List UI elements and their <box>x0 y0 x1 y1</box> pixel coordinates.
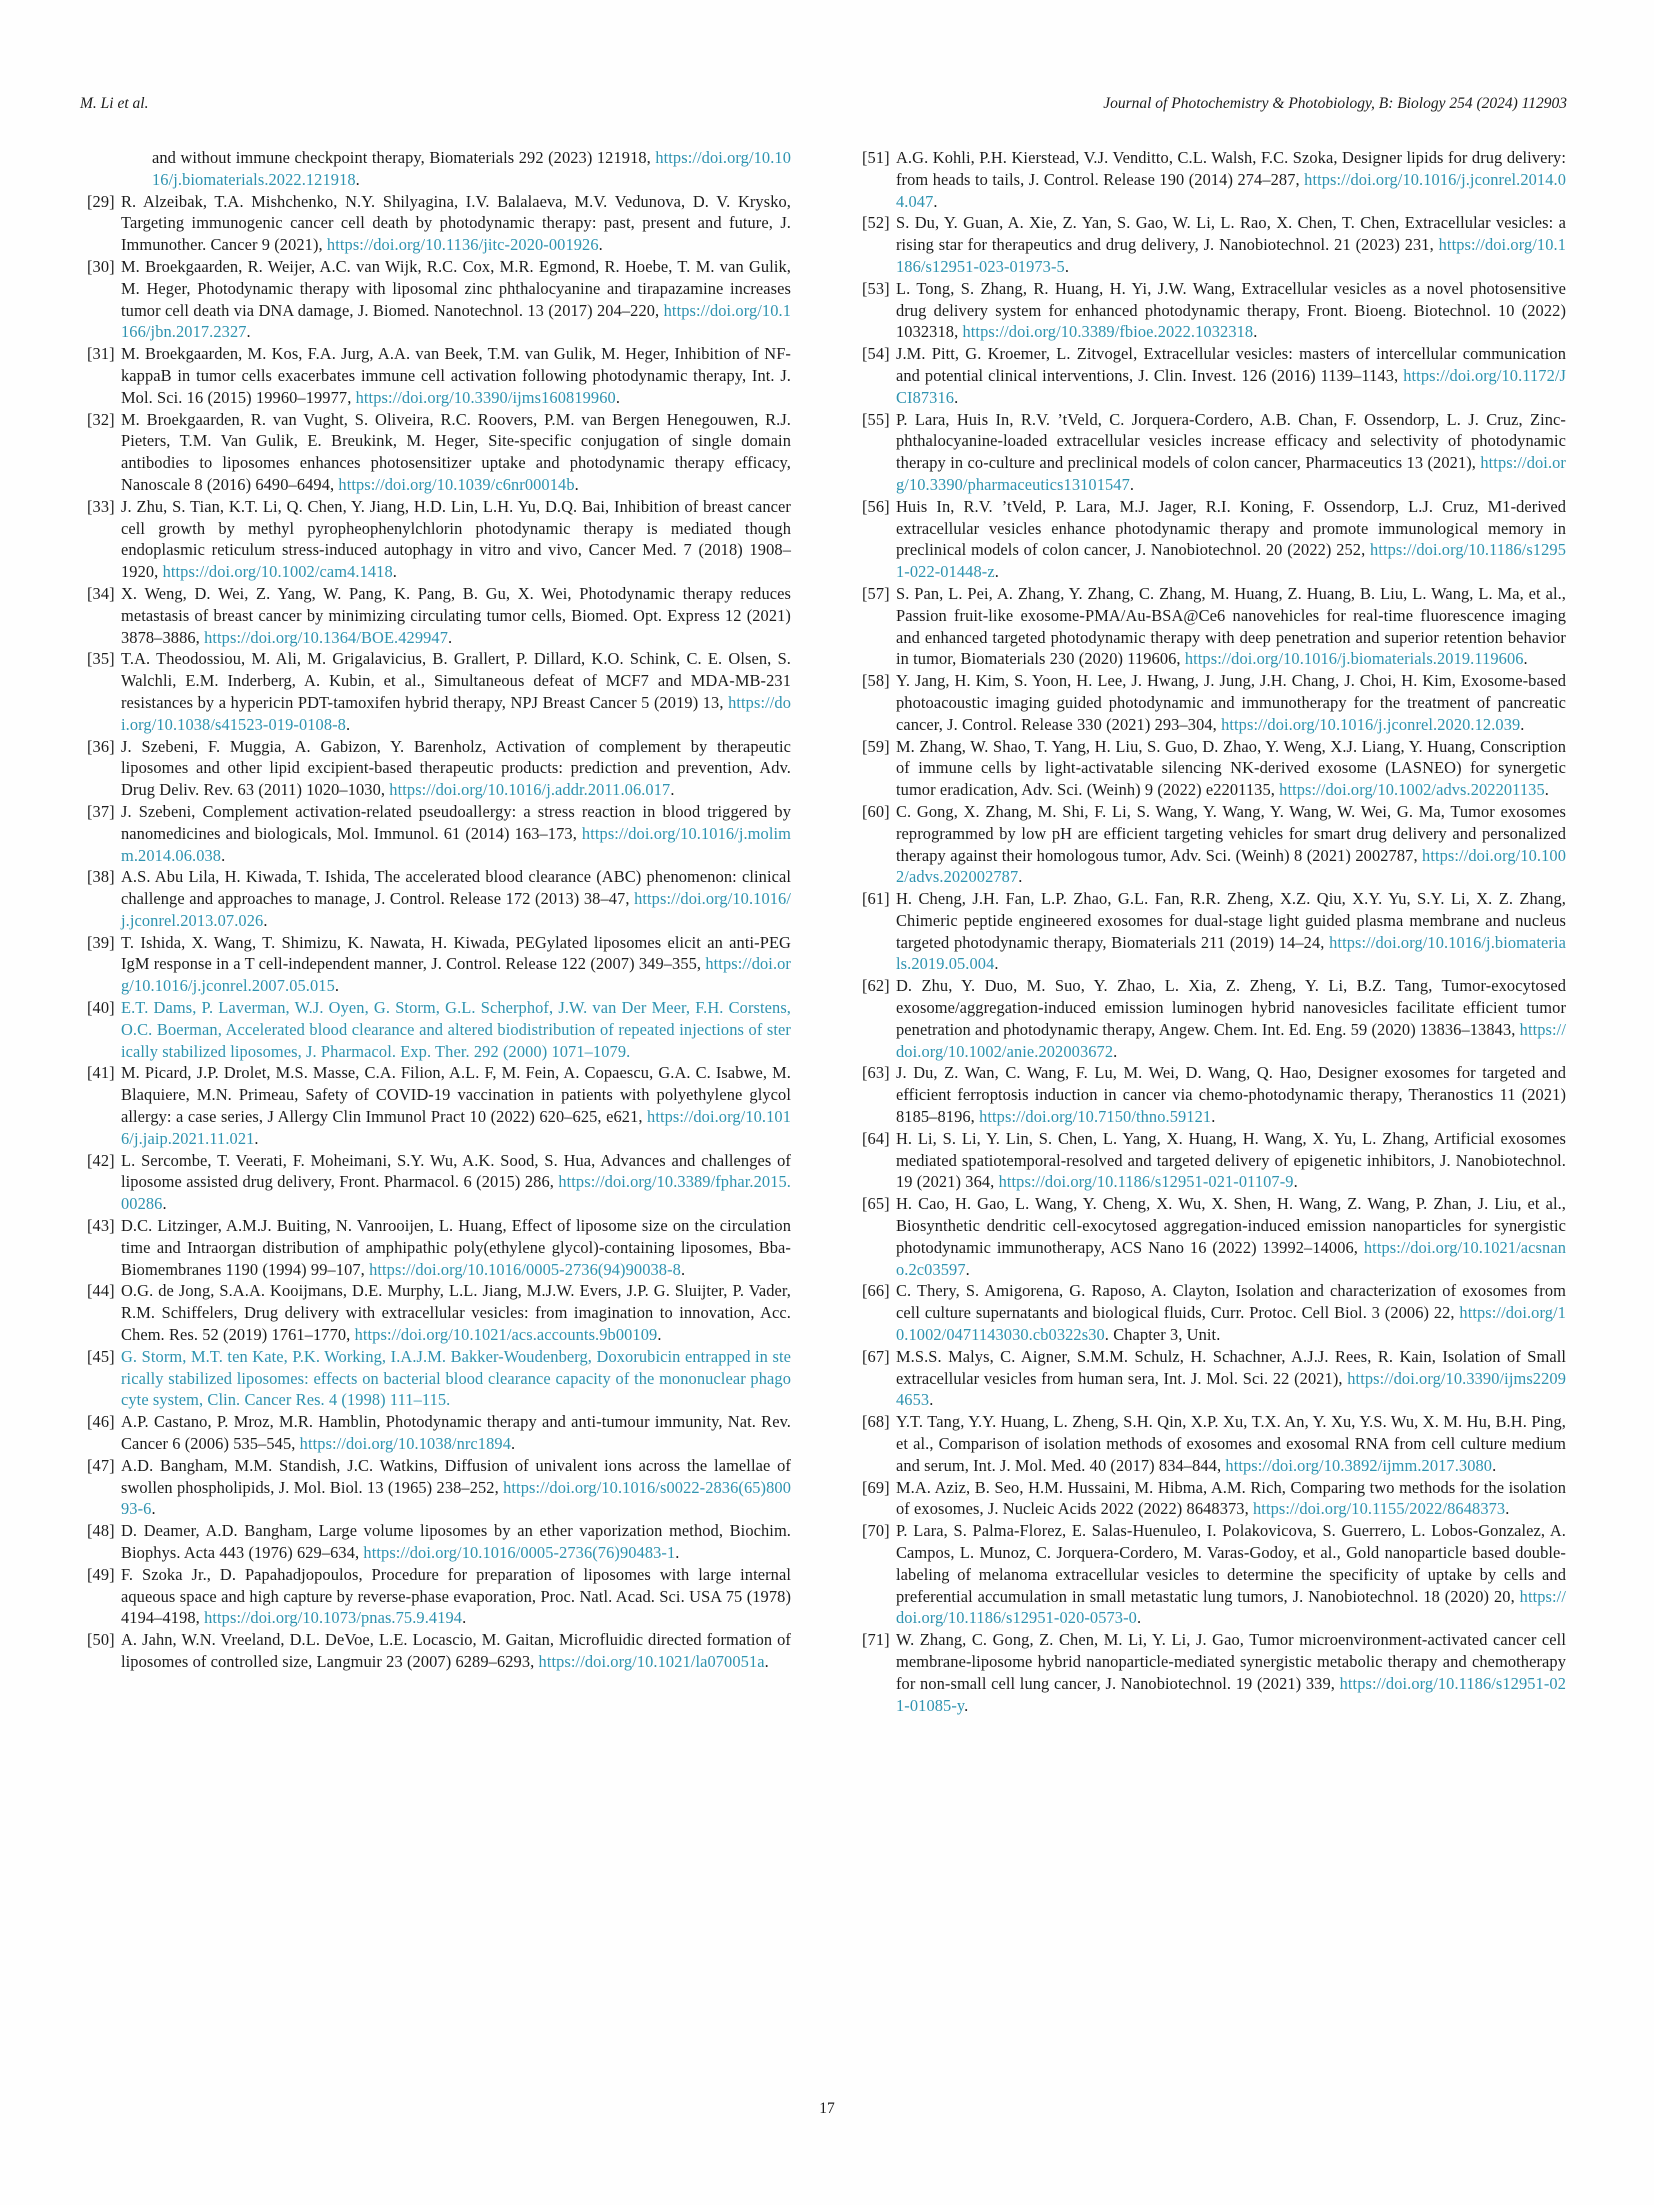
ref-body <box>121 1455 791 1520</box>
doi-link[interactable]: https://doi.org/10.1016/j.jaip.2021.11.021 <box>121 1107 791 1148</box>
ref-body <box>896 1128 1566 1193</box>
doi-link[interactable]: https://doi.org/10.1016/j.molimm.2014.06.038 <box>121 823 791 865</box>
ref-text: L. Tong, S. Zhang, R. Huang, H. Yi, J.W. Wang, Extracellular vesicles as a novel photosensitive drug delivery system for enhanced photodynamic therapy, Front. Bioeng. Biotechnol. 10 (2022) 1032318, <box>896 278 1566 342</box>
ref-text: J.M. Pitt, G. Kroemer, L. Zitvogel, Extracellular vesicles: masters of intercellular communication and potential clinical interventions, J. Clin. Invest. 126 (2016) 1139–1143, <box>896 344 1566 385</box>
ref-text: A.S. Abu Lila, H. Kiwada, T. Ishida, The accelerated blood clearance (ABC) phenomenon: clinical challenge and approaches to manage, J. Control. Release 172 (2013) 38–47, <box>121 867 791 909</box>
ref-number: [57] <box>862 583 890 603</box>
ref-text: . <box>511 1434 516 1454</box>
ref-text: M.A. Aziz, B. Seo, H.M. Hussaini, M. Hibma, A.M. Rich, Comparing two methods for the isolation of exosomes, J. Nucleic Acids 2022 (2022) 8648373, <box>896 1477 1566 1519</box>
running-journal: Journal of Photochemistry & Photobiology, B: Biology 254 (2024) 112903 <box>1103 95 1567 112</box>
doi-link[interactable]: https://doi.org/10.1021/acs.accounts.9b00109 <box>354 1325 658 1345</box>
doi-link[interactable]: https://doi.org/10.1186/s12951-022-01448-z <box>896 540 1566 582</box>
ref-number: [58] <box>862 671 890 691</box>
reference-item <box>87 736 791 801</box>
reference-item <box>862 888 1566 975</box>
ref-body <box>896 670 1566 735</box>
reference-item <box>862 1280 1566 1345</box>
ref-text: R. Alzeibak, T.A. Mishchenko, N.Y. Shilyagina, I.V. Balalaeva, M.V. Vedunova, D. V. Krysko, Targeting immunogenic cancer cell death by photodynamic therapy: past, present and future, J. Immunother. Cancer 9 (2021), <box>121 191 791 255</box>
ref-number: [69] <box>862 1477 890 1497</box>
ref-number: [35] <box>87 649 115 669</box>
doi-link[interactable]: https://doi.org/10.3390/ijms22094653 <box>896 1368 1566 1410</box>
ref-text: J. Zhu, S. Tian, K.T. Li, Q. Chen, Y. Jiang, H.D. Lin, L.H. Yu, D.Q. Bai, Inhibition of breast cancer cell growth by methyl pyropheophenylchlorin photodynamic therapy is mediated though endoplasmic reticulum stress-induced autophagy in vitro and vivo, Cancer Med. 7 (2018) 1908–1920, <box>121 496 791 582</box>
ref-text: . <box>254 1128 259 1148</box>
ref-number: [64] <box>862 1128 890 1148</box>
ref-text: . <box>670 780 675 800</box>
ref-body <box>121 1215 791 1280</box>
ref-number: [65] <box>862 1194 890 1214</box>
ref-body <box>896 801 1566 888</box>
ref-text: . <box>355 169 360 189</box>
ref-text: S. Du, Y. Guan, A. Xie, Z. Yan, S. Gao, W. Li, L. Rao, X. Chen, T. Chen, Extracellular vesicles: a rising star for therapeutics and drug delivery, J. Nanobiotechnol. 21 (2023) 231, <box>896 213 1566 255</box>
doi-link[interactable]: https://doi.org/10.1155/2022/8648373 <box>1253 1499 1506 1519</box>
reference-item <box>862 278 1566 343</box>
ref-text: . <box>1018 867 1023 887</box>
doi-link[interactable]: https://doi.org/10.1186/s12951-020-0573-0 <box>896 1586 1566 1628</box>
ref-text: M. Zhang, W. Shao, T. Yang, H. Liu, S. Guo, D. Zhao, Y. Weng, X.J. Liang, Y. Huang, Conscription of immune cells by light-activatable silencing NK-derived exosome (LASNEO) for synergetic tumor eradication, Adv. Sci. (Weinh) 9 (2022) e2201135, <box>896 736 1566 800</box>
ref-number: [38] <box>87 867 115 887</box>
ref-number: [70] <box>862 1521 890 1541</box>
ref-body <box>896 583 1566 670</box>
doi-link[interactable]: https://doi.org/10.3390/ijms160819960 <box>355 387 616 407</box>
running-head <box>80 95 1567 113</box>
ref-body <box>896 1280 1566 1345</box>
ref-text: . <box>345 714 351 734</box>
doi-link[interactable]: https://doi.org/10.3389/fphar.2015.00286 <box>121 1172 791 1214</box>
doi-link[interactable]: https://doi.org/10.3390/pharmaceutics13101547 <box>896 453 1566 494</box>
ref-number: [41] <box>87 1063 115 1083</box>
doi-link[interactable]: https://doi.org/10.1016/j.jconrel.2014.04.047 <box>896 169 1566 211</box>
ref-text: O.G. de Jong, S.A.A. Kooijmans, D.E. Murphy, L.L. Jiang, M.J.W. Evers, J.P. G. Sluijter, P. Vader, R.M. Schiffelers, Drug delivery with extracellular vesicles: from imagination to innovation, Acc. Chem. Res. 52 (2019) 1761–1770, <box>121 1281 791 1345</box>
ref-text: . <box>246 322 251 342</box>
ref-text: . <box>964 1695 969 1715</box>
ref-text: J. Du, Z. Wan, C. Wang, F. Lu, M. Wei, D. Wang, Q. Hao, Designer exosomes for targeted and efficient ferroptosis induction in cancer via chemo-photodynamic therapy, Theranostics 11 (2021) 8185–8196, <box>896 1063 1566 1127</box>
ref-text: Huis In, R.V. ’tVeld, P. Lara, M.J. Jager, R.I. Koning, F. Ossendorp, L.J. Cruz, M1-derived extracellular vesicles enhance photodynamic therapy and promote immunological memory in preclinical models of colon cancer, J. Nanobiotechnol. 20 (2022) 252, <box>896 496 1566 560</box>
ref-body <box>896 1411 1566 1476</box>
ref-text: . <box>263 910 268 930</box>
reference-item <box>87 583 791 648</box>
ref-number: [30] <box>87 256 115 276</box>
ref-text: . Chapter 3, Unit. <box>1104 1325 1221 1345</box>
reference-item <box>862 1477 1566 1521</box>
ref-text: P. Lara, S. Palma-Florez, E. Salas-Huenuleo, I. Polakovicova, S. Guerrero, L. Lobos-Gonzalez, A. Campos, L. Munoz, C. Jorquera-Cordero, M. Varas-Godoy, et al., Gold nanoparticle based double-labeling of melanoma extracellular vesicles to determine the specificity of uptake by cells and preferential accumulation in small metastatic lung tumors, J. Nanobiotechnol. 18 (2020) 20, <box>896 1521 1566 1606</box>
ref-text: . <box>598 235 603 255</box>
doi-link[interactable]: https://doi.org/10.1039/c6nr00014b <box>338 474 575 494</box>
ref-text: M. Broekgaarden, M. Kos, F.A. Jurg, A.A. van Beek, T.M. van Gulik, M. Heger, Inhibition of NF-kappaB in tumor cells exacerbates immune cell activation following photodynamic therapy, Int. J. Mol. Sci. 16 (2015) 19960–19977, <box>121 344 791 407</box>
doi-link[interactable]: https://doi.org/10.1021/acsnano.2c03597 <box>896 1237 1566 1279</box>
reference-item <box>862 736 1566 801</box>
ref-text: . <box>1523 649 1528 669</box>
ref-text: . <box>574 474 579 494</box>
ref-body <box>896 278 1566 343</box>
reference-item <box>862 1193 1566 1280</box>
ref-number: [43] <box>87 1216 115 1236</box>
ref-body <box>121 191 791 256</box>
doi-link[interactable]: https://doi.org/10.1186/s12951-021-01107-9 <box>998 1172 1294 1192</box>
reference-item <box>87 1150 791 1215</box>
ref-text: A.P. Castano, P. Mroz, M.R. Hamblin, Photodynamic therapy and anti-tumour immunity, Nat. Rev. Cancer 6 (2006) 535–545, <box>121 1412 791 1454</box>
doi-link[interactable]: https://doi.org/10.1016/j.jconrel.2007.05.015 <box>121 954 791 996</box>
ref-text: . <box>1136 1608 1142 1628</box>
page-footer <box>0 2100 1654 2118</box>
ref-number: [45] <box>87 1346 115 1366</box>
doi-link[interactable]: https://doi.org/10.1016/j.biomaterials.2019.05.004 <box>896 932 1566 974</box>
ref-text: . <box>675 1543 680 1562</box>
reference-item <box>87 409 791 496</box>
ref-body <box>121 1520 791 1564</box>
ref-body <box>896 496 1566 583</box>
doi-link[interactable]: https://doi.org/10.1364/BOE.429947 <box>204 627 449 647</box>
ref-number: [62] <box>862 976 890 996</box>
ref-number: [36] <box>87 736 115 756</box>
reference-item <box>862 1128 1566 1193</box>
ref-body <box>121 256 791 343</box>
ref-body <box>896 212 1566 277</box>
ref-number: [52] <box>862 213 890 233</box>
ref-text: M. Broekgaarden, R. van Vught, S. Oliveira, R.C. Roovers, P.M. van Bergen Henegouwen, R.J. Pieters, T.M. Van Gulik, E. Breukink, M. Heger, Site-specific conjugation of single domain antibodies to liposomes enhances photosensitizer uptake and photodynamic therapy efficacy, Nanoscale 8 (2016) 6490–6494, <box>121 409 791 494</box>
ref-number: [29] <box>87 191 115 211</box>
reference-item <box>87 1411 791 1455</box>
ref-text: . <box>334 976 340 996</box>
doi-link[interactable]: https://doi.org/10.1021/la070051a <box>538 1651 765 1671</box>
reference-item <box>862 801 1566 888</box>
ref-text: . <box>1129 474 1135 494</box>
ref-text: . <box>448 627 453 647</box>
ref-text: . <box>1293 1172 1298 1192</box>
ref-number: [40] <box>87 998 115 1018</box>
doi-link[interactable]: https://doi.org/10.1016/j.biomaterials.2022.121918 <box>152 148 791 189</box>
ref-number: [59] <box>862 736 890 756</box>
ref-body <box>896 1346 1566 1411</box>
ref-text: . <box>1253 322 1258 342</box>
ref-body <box>121 1150 791 1215</box>
ref-number: [48] <box>87 1521 115 1541</box>
reference-item <box>87 648 791 735</box>
ref-body <box>121 583 791 648</box>
ref-text: C. Thery, S. Amigorena, G. Raposo, A. Clayton, Isolation and characterization of exosomes from cell culture supernatants and biological fluids, Curr. Protoc. Cell Biol. 3 (2006) 22, <box>896 1281 1566 1323</box>
ref-text: . <box>1113 1041 1118 1061</box>
ref-number: [67] <box>862 1346 890 1366</box>
ref-text: C. Gong, X. Zhang, M. Shi, F. Li, S. Wang, Y. Wang, Y. Wang, W. Wei, G. Ma, Tumor exosomes reprogrammed by low pH are efficient targeting vehicles for smart drug delivery and personalized therapy against their homologous tumor, Adv. Sci. (Weinh) 8 (2021) 2002787, <box>896 801 1566 865</box>
ref-body <box>121 1346 791 1411</box>
ref-text: L. Sercombe, T. Veerati, F. Moheimani, S.Y. Wu, A.K. Sood, S. Hua, Advances and challenges of liposome assisted drug delivery, Front. Pharmacol. 6 (2015) 286, <box>121 1150 791 1192</box>
ref-body <box>896 1477 1566 1521</box>
ref-text: . <box>162 1194 167 1214</box>
ref-number: [66] <box>862 1281 890 1301</box>
ref-body <box>896 888 1566 975</box>
reference-item <box>87 1215 791 1280</box>
ref-body <box>896 975 1566 1062</box>
reference-item <box>87 1062 791 1149</box>
reference-item <box>87 1564 791 1629</box>
ref-body <box>121 409 791 496</box>
ref-text: . <box>392 562 397 582</box>
doi-link[interactable]: https://doi.org/10.3389/fbioe.2022.1032318 <box>962 322 1254 342</box>
ref-number: [33] <box>87 496 115 516</box>
ref-text: . <box>1211 1107 1216 1127</box>
ref-text: Y. Jang, H. Kim, S. Yoon, H. Lee, J. Hwang, J. Jung, J.H. Chang, J. Choi, H. Kim, Exosome-based photoacoustic imaging guided photodynamic and immunotherapy for the treatment of pancreatic cancer, J. Control. Release 330 (2021) 293–304, <box>896 671 1566 734</box>
doi-link[interactable]: https://doi.org/10.1002/cam4.1418 <box>162 562 393 582</box>
ref-number: [44] <box>87 1281 115 1301</box>
reference-item <box>87 1455 791 1520</box>
ref-body <box>121 1280 791 1345</box>
doi-link[interactable]: https://doi.org/10.1038/nrc1894 <box>299 1434 511 1454</box>
doi-link[interactable]: https://doi.org/10.1186/s12951-023-01973-5 <box>896 235 1566 276</box>
ref-number: [50] <box>87 1630 115 1650</box>
doi-link[interactable]: https://doi.org/10.1002/advs.202002787 <box>896 845 1566 887</box>
reference-item <box>87 801 791 866</box>
doi-link[interactable]: https://doi.org/10.1016/j.jconrel.2013.07.026 <box>121 889 791 930</box>
ref-text: . <box>1492 1455 1497 1475</box>
ref-body <box>896 409 1566 496</box>
ref-carryover <box>152 147 791 191</box>
doi-link[interactable]: https://doi.org/10.1186/s12951-021-01085-y <box>896 1673 1566 1715</box>
ref-number: [56] <box>862 496 890 516</box>
ref-text: Y.T. Tang, Y.Y. Huang, L. Zheng, S.H. Qin, X.P. Xu, T.X. An, Y. Xu, Y.S. Wu, X. M. Hu, B.H. Ping, et al., Comparison of isolation methods of exosomes and exosomal RNA from cell culture medium and serum, Int. J. Mol. Med. 40 (2017) 834–844, <box>896 1412 1566 1475</box>
ref-text: A.D. Bangham, M.M. Standish, J.C. Watkins, Diffusion of univalent ions across the lamellae of swollen phospholipids, J. Mol. Biol. 13 (1965) 238–252, <box>121 1455 791 1497</box>
ref-text: W. Zhang, C. Gong, Z. Chen, M. Li, Y. Li, J. Gao, Tumor microenvironment-activated cancer cell membrane-liposome hybrid nanoparticle-mediated synergistic metabolic therapy and chemotherapy for non-small cell lung cancer, J. Nanobiotechnol. 19 (2021) 339, <box>896 1630 1566 1693</box>
reference-item <box>862 409 1566 496</box>
ref-body <box>121 1062 791 1149</box>
doi-link[interactable]: https://doi.org/10.1073/pnas.75.9.4194 <box>204 1608 463 1628</box>
doi-link[interactable]: https://doi.org/10.1038/s41523-019-0108-8 <box>121 692 791 734</box>
ref-text: D. Deamer, A.D. Bangham, Large volume liposomes by an ether vaporization method, Biochim. Biophys. Acta 443 (1976) 629–634, <box>121 1521 791 1562</box>
doi-link[interactable]: https://doi.org/10.1016/s0022-2836(65)80093-6 <box>121 1477 791 1519</box>
reference-item <box>862 975 1566 1062</box>
ref-text: M. Broekgaarden, R. Weijer, A.C. van Wijk, R.C. Cox, M.R. Egmond, R. Hoebe, T. M. van Gulik, M. Heger, Photodynamic therapy with liposomal zinc phthalocyanine and tirapazamine increases tumor cell death via DNA damage, J. Biomed. Nanotechnol. 13 (2017) 204–220, <box>121 256 791 320</box>
ref-body <box>121 866 791 931</box>
ref-body <box>121 997 791 1062</box>
reference-item <box>862 147 1566 212</box>
ref-number: [54] <box>862 344 890 364</box>
reference-item <box>862 1346 1566 1411</box>
ref-text: . <box>929 1390 934 1410</box>
ref-text: S. Pan, L. Pei, A. Zhang, Y. Zhang, C. Zhang, M. Huang, Z. Huang, B. Liu, L. Wang, L. Ma, et al., Passion fruit-like exosome-PMA/Au-BSA@Ce6 nanovehicles for real-time fluorescence imaging and enhanced targeted photodynamic therapy with deep penetration and superior retention behavior in tumor, Biomaterials 230 (2020) 119606, <box>896 583 1566 669</box>
ref-body <box>896 1520 1566 1629</box>
ref-text: D. Zhu, Y. Duo, M. Suo, Y. Zhao, L. Xia, Z. Zheng, Y. Li, B.Z. Tang, Tumor-exocytosed exosome/aggregation-induced emission luminogen hybrid nanovesicles facilitate efficient tumor penetration and photodynamic therapy, Angew. Chem. Int. Ed. Eng. 59 (2020) 13836–13843, <box>896 976 1566 1039</box>
reference-item <box>862 496 1566 583</box>
ref-number: [34] <box>87 583 115 603</box>
ref-body <box>121 932 791 997</box>
ref-number: [68] <box>862 1412 890 1432</box>
doi-link[interactable]: G. Storm, M.T. ten Kate, P.K. Working, I.A.J.M. Bakker-Woudenberg, Doxorubicin entrapped in sterically stabilized liposomes: effects on bacterial blood clearance capacity of the mononuclear phagocyte system, Clin. Cancer Res. 4 (1998) 111–115. <box>121 1346 791 1410</box>
ref-text: A. Jahn, W.N. Vreeland, D.L. DeVoe, L.E. Locascio, M. Gaitan, Microfluidic directed formation of liposomes of controlled size, Langmuir 23 (2007) 6289–6293, <box>121 1630 791 1671</box>
doi-link[interactable]: https://doi.org/10.1002/0471143030.cb0322s30 <box>896 1303 1566 1345</box>
reference-item <box>862 212 1566 277</box>
ref-text: . <box>615 387 621 407</box>
ref-body <box>121 343 791 408</box>
ref-text: J. Szebeni, F. Muggia, A. Gabizon, Y. Barenholz, Activation of complement by therapeutic liposomes and other lipid excipient-based therapeutic products: prediction and prevention, Adv. Drug Deliv. Rev. 63 (2011) 1020–1030, <box>121 736 791 800</box>
doi-link[interactable]: https://doi.org/10.1002/anie.202003672 <box>896 1019 1566 1061</box>
ref-text: F. Szoka Jr., D. Papahadjopoulos, Procedure for preparation of liposomes with large internal aqueous space and high capture by reverse-phase evaporation, Proc. Natl. Acad. Sci. USA 75 (1978) 4194–4198, <box>121 1564 791 1628</box>
ref-text: . <box>965 1259 970 1279</box>
ref-text: H. Cao, H. Gao, L. Wang, Y. Cheng, X. Wu, X. Shen, H. Wang, Z. Wang, P. Zhan, J. Liu, et al., Biosynthetic dendritic cell-exocytosed aggregation-induced emission nanoparticles for synergistic photodynamic immunotherapy, ACS Nano 16 (2022) 13992–14006, <box>896 1194 1566 1257</box>
ref-number: [55] <box>862 409 890 429</box>
doi-link[interactable]: https://doi.org/10.1016/j.addr.2011.06.017 <box>389 780 671 800</box>
reference-item <box>87 343 791 408</box>
ref-body <box>896 1629 1566 1716</box>
doi-link[interactable]: https://doi.org/10.1016/0005-2736(94)90038-8 <box>369 1259 681 1279</box>
ref-text: . <box>933 191 938 211</box>
ref-text: H. Cheng, J.H. Fan, L.P. Zhao, G.L. Fan, R.R. Zheng, X.Z. Qiu, X.Y. Yu, S.Y. Li, X. Z. Zhang, Chimeric peptide engineered exosomes for dual-stage light guided plasma membrane and nucleus targeted photodynamic therapy, Biomaterials 211 (2019) 14–24, <box>896 889 1566 952</box>
reference-item <box>87 496 791 583</box>
ref-number: [51] <box>862 148 890 167</box>
ref-number: [49] <box>87 1564 115 1584</box>
ref-text: . <box>994 954 999 974</box>
reference-item <box>862 583 1566 670</box>
ref-number: [31] <box>87 344 115 364</box>
ref-text: M. Picard, J.P. Drolet, M.S. Masse, C.A. Filion, A.L. F, M. Fein, A. Copaescu, G.A. C. Isabwe, M. Blaquiere, M.N. Primeau, Safety of COVID-19 vaccination in patients with polyethylene glycol allergy: a case series, J Allergy Clin Immunol Pract 10 (2022) 620–625, e621, <box>121 1063 791 1127</box>
reference-item <box>862 1411 1566 1476</box>
reference-item <box>87 256 791 343</box>
ref-number: [60] <box>862 801 890 821</box>
ref-number: [47] <box>87 1455 115 1475</box>
doi-link[interactable]: https://doi.org/10.1016/j.jconrel.2020.12.039 <box>1221 714 1521 734</box>
ref-body <box>121 496 791 583</box>
ref-body <box>121 736 791 801</box>
ref-number: [46] <box>87 1412 115 1432</box>
ref-text: H. Li, S. Li, Y. Lin, S. Chen, L. Yang, X. Huang, H. Wang, X. Yu, L. Zhang, Artificial exosomes mediated spatiotemporal-resolved and targeted delivery of epigenetic inhibitors, J. Nanobiotechnol. 19 (2021) 364, <box>896 1128 1566 1192</box>
ref-text: . <box>151 1499 156 1519</box>
ref-text: X. Weng, D. Wei, Z. Yang, W. Pang, K. Pang, B. Gu, X. Wei, Photodynamic therapy reduces metastasis of breast cancer by minimizing circulating tumor cells, Biomed. Opt. Express 12 (2021) 3878–3886, <box>121 583 791 647</box>
ref-body <box>896 147 1566 212</box>
reference-item <box>87 1346 791 1411</box>
ref-number: [53] <box>862 278 890 298</box>
ref-number: [32] <box>87 409 115 429</box>
ref-text: T.A. Theodossiou, M. Ali, M. Grigalavicius, B. Grallert, P. Dillard, K.O. Schink, C. E. Olsen, S. Walchli, E.M. Inderberg, A. Kubin, et al., Simultaneous defeat of MCF7 and MDA-MB-231 resistances by a hypericin PDT-tamoxifen hybrid therapy, NPJ Breast Cancer 5 (2019) 13, <box>121 649 791 712</box>
reference-item <box>862 670 1566 735</box>
ref-number: [63] <box>862 1063 890 1083</box>
page-number: 17 <box>819 2100 835 2117</box>
ref-body <box>896 1062 1566 1127</box>
reference-item <box>87 997 791 1062</box>
ref-text: . <box>221 845 226 865</box>
ref-number: [42] <box>87 1150 115 1170</box>
doi-link[interactable]: https://doi.org/10.1016/0005-2736(76)90483-1 <box>363 1543 676 1562</box>
doi-link[interactable]: https://doi.org/10.1172/JCI87316 <box>896 365 1566 407</box>
ref-body <box>121 1564 791 1629</box>
ref-text: J. Szebeni, Complement activation-related pseudoallergy: a stress reaction in blood triggered by nanomedicines and biologicals, Mol. Immunol. 61 (2014) 163–173, <box>121 801 791 843</box>
doi-link[interactable]: https://doi.org/10.3892/ijmm.2017.3080 <box>1225 1455 1493 1475</box>
doi-link[interactable]: https://doi.org/10.1136/jitc-2020-001926 <box>326 235 599 255</box>
ref-body <box>896 736 1566 801</box>
ref-body <box>121 1411 791 1455</box>
ref-text: . <box>764 1651 769 1671</box>
references-column-right <box>862 147 1566 1716</box>
reference-item <box>87 1520 791 1564</box>
ref-text: . <box>1544 780 1549 800</box>
ref-body <box>896 1193 1566 1280</box>
ref-text: P. Lara, Huis In, R.V. ’tVeld, C. Jorquera-Cordero, A.B. Chan, F. Ossendorp, L. J. Cruz, Zinc-phthalocyanine-loaded extracellular vesicles increase efficacy and selectivity of photodynamic therapy in co-culture and preclinical models of colon cancer, Pharmaceutics 13 (2021), <box>896 409 1566 473</box>
doi-link[interactable]: https://doi.org/10.1016/j.biomaterials.2019.119606 <box>1184 649 1524 669</box>
ref-number: [37] <box>87 801 115 821</box>
doi-link[interactable]: E.T. Dams, P. Laverman, W.J. Oyen, G. Storm, G.L. Scherphof, J.W. van Der Meer, F.H. Corstens, O.C. Boerman, Accelerated blood clearance and altered biodistribution of repeated injections of sterically stabilized liposomes, J. Pharmacol. Exp. Ther. 292 (2000) 1071–1079. <box>121 998 791 1061</box>
reference-item <box>862 1520 1566 1629</box>
ref-number: [39] <box>87 932 115 952</box>
ref-text: D.C. Litzinger, A.M.J. Buiting, N. Vanrooijen, L. Huang, Effect of liposome size on the circulation time and Intraorgan distribution of amphipathic poly(ethylene glycol)-containing liposomes, Bba-Biomembranes 1190 (1994) 99–107, <box>121 1216 791 1279</box>
ref-body <box>121 648 791 735</box>
ref-text: T. Ishida, X. Wang, T. Shimizu, K. Nawata, H. Kiwada, PEGylated liposomes elicit an anti-PEG IgM response in a T cell-independent manner, J. Control. Release 122 (2007) 349–355, <box>121 932 791 974</box>
reference-item <box>862 1629 1566 1716</box>
running-author: M. Li et al. <box>80 95 149 112</box>
reference-item <box>87 1629 791 1673</box>
reference-item <box>87 191 791 256</box>
reference-item <box>87 866 791 931</box>
reference-item <box>87 932 791 997</box>
ref-text: M.S.S. Malys, C. Aigner, S.M.M. Schulz, H. Schachner, A.J.J. Rees, R. Kain, Isolation of Small extracellular vesicles from human sera, Int. J. Mol. Sci. 22 (2021), <box>896 1346 1566 1388</box>
ref-text: . <box>954 387 959 407</box>
ref-number: [61] <box>862 889 890 909</box>
ref-text: . <box>462 1608 467 1628</box>
references-column-left <box>87 147 791 1673</box>
ref-text: . <box>1505 1499 1510 1519</box>
ref-text: . <box>680 1259 686 1279</box>
ref-text: . <box>657 1325 662 1345</box>
doi-link[interactable]: https://doi.org/10.7150/thno.59121 <box>979 1107 1212 1127</box>
ref-body <box>121 1629 791 1673</box>
ref-text: . <box>994 562 999 582</box>
ref-text: . <box>1520 714 1525 734</box>
ref-body <box>121 801 791 866</box>
reference-item <box>87 1280 791 1345</box>
ref-number: [71] <box>862 1630 890 1650</box>
ref-text: A.G. Kohli, P.H. Kierstead, V.J. Venditto, C.L. Walsh, F.C. Szoka, Designer lipids for drug delivery: from heads to tails, J. Control. Release 190 (2014) 274–287, <box>896 148 1566 189</box>
ref-text: and without immune checkpoint therapy, Biomaterials 292 (2023) 121918, <box>152 148 656 167</box>
doi-link[interactable]: https://doi.org/10.1002/advs.202201135 <box>1279 780 1545 800</box>
reference-item <box>862 1062 1566 1127</box>
ref-text: . <box>1064 256 1070 276</box>
doi-link[interactable]: https://doi.org/10.1166/jbn.2017.2327 <box>121 300 791 342</box>
ref-body <box>896 343 1566 408</box>
reference-item <box>862 343 1566 408</box>
